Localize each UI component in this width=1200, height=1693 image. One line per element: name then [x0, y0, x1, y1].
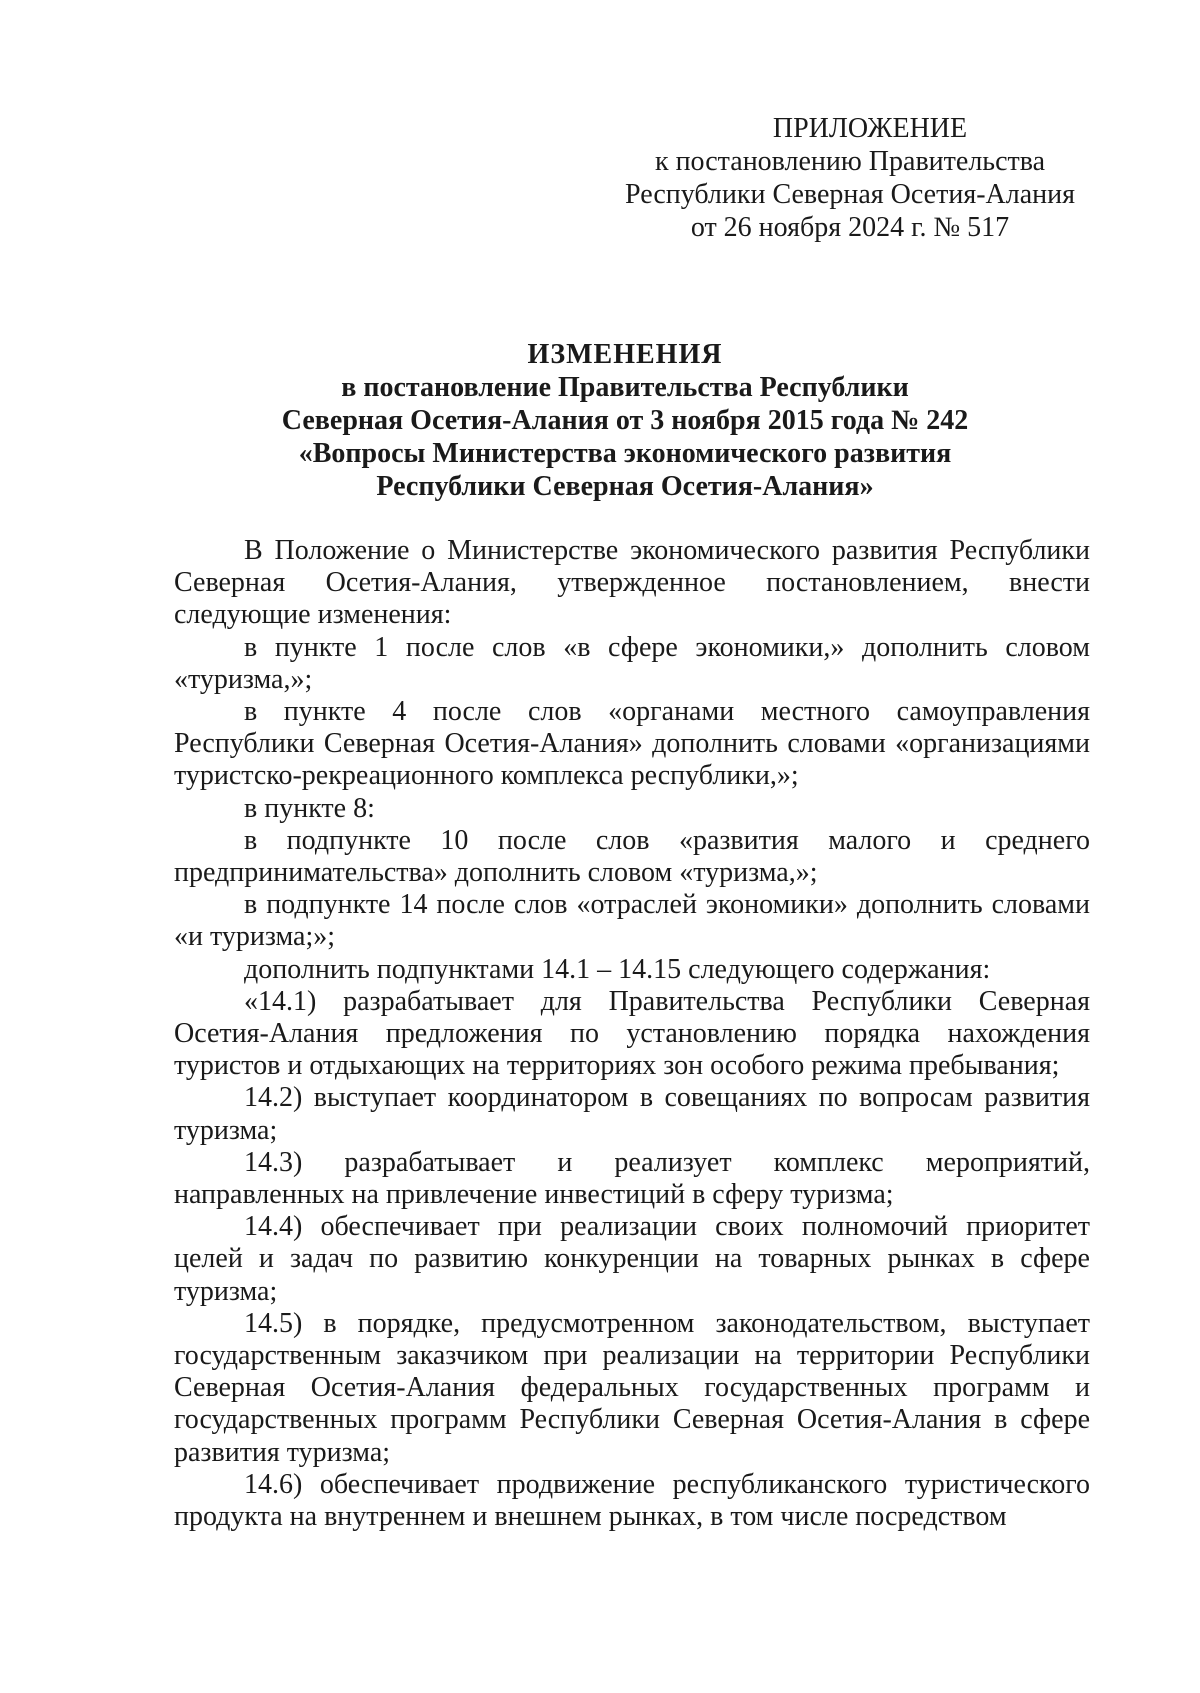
title-line-4: Республики Северная Осетия-Алания»: [376, 471, 874, 502]
paragraph-add-subitems: дополнить подпунктами 14.1 – 14.15 следующего содержания:: [244, 953, 991, 985]
appendix-title: ПРИЛОЖЕНИЕ: [772, 113, 968, 144]
document-body: [174, 535, 1090, 1533]
paragraph-subitem-14: в подпункте 14 после слов «отраслей экономики» дополнить словами «и туризма;»;: [174, 889, 1090, 953]
paragraph-item-4: в пункте 4 после слов «органами местного самоуправления Республики Северная Осетия-Алания» дополнить словами «организациями туристско-рекреационного комплекса республики,»;: [174, 696, 1090, 792]
paragraph-item-8: в пункте 8:: [244, 792, 375, 824]
paragraph-14-6: 14.6) обеспечивает продвижение республиканского туристического продукта на внутреннем и внешнем рынках, в том числе посредством: [174, 1468, 1090, 1533]
title-line-2: Северная Осетия-Алания от 3 ноября 2015 года № 242: [281, 405, 969, 436]
paragraph-item-1: в пункте 1 после слов «в сфере экономики,» дополнить словом «туризма,»;: [174, 631, 1090, 695]
paragraph-14-5: 14.5) в порядке, предусмотренном законодательством, выступает государственным заказчиком при реализации на территории Республики Северная Осетия-Алания федеральных государственных программ и государственных программ Республики Северная Осетия-Алания в сфере развития туризма;: [174, 1307, 1090, 1468]
paragraph-14-2: 14.2) выступает координатором в совещаниях по вопросам развития туризма;: [174, 1082, 1090, 1146]
paragraph-14-1: «14.1) разрабатывает для Правительства Республики Северная Осетия-Алания предложения по установлению порядка нахождения туристов и отдыхающих на территориях зон особого режима пребывания;: [174, 985, 1090, 1082]
title-line-1: в постановление Правительства Республики: [341, 372, 909, 403]
title-line-3: «Вопросы Министерства экономического развития: [298, 438, 952, 469]
appendix-line-3: от 26 ноября 2024 г. № 517: [690, 212, 1010, 243]
appendix-line-2: Республики Северная Осетия-Алания: [625, 179, 1075, 210]
appendix-line-1: к постановлению Правительства: [654, 146, 1046, 177]
paragraph-14-3: 14.3) разрабатывает и реализует комплекс мероприятий, направленных на привлечение инвестиций в сферу туризма;: [174, 1146, 1090, 1211]
document-title: [160, 338, 1090, 503]
paragraph-14-4: 14.4) обеспечивает при реализации своих полномочий приоритет целей и задач по развитию конкуренции на товарных рынках в сфере туризма;: [174, 1211, 1090, 1307]
title-main: ИЗМЕНЕНИЯ: [527, 339, 723, 370]
paragraph-intro: В Положение о Министерстве экономического развития Республики Северная Осетия-Алания, утвержденное постановлением, внести следующие изменения:: [174, 535, 1090, 631]
paragraph-subitem-10: в подпункте 10 после слов «развития малого и среднего предпринимательства» дополнить словом «туризма,»;: [174, 824, 1090, 889]
appendix-header: [600, 112, 1100, 244]
